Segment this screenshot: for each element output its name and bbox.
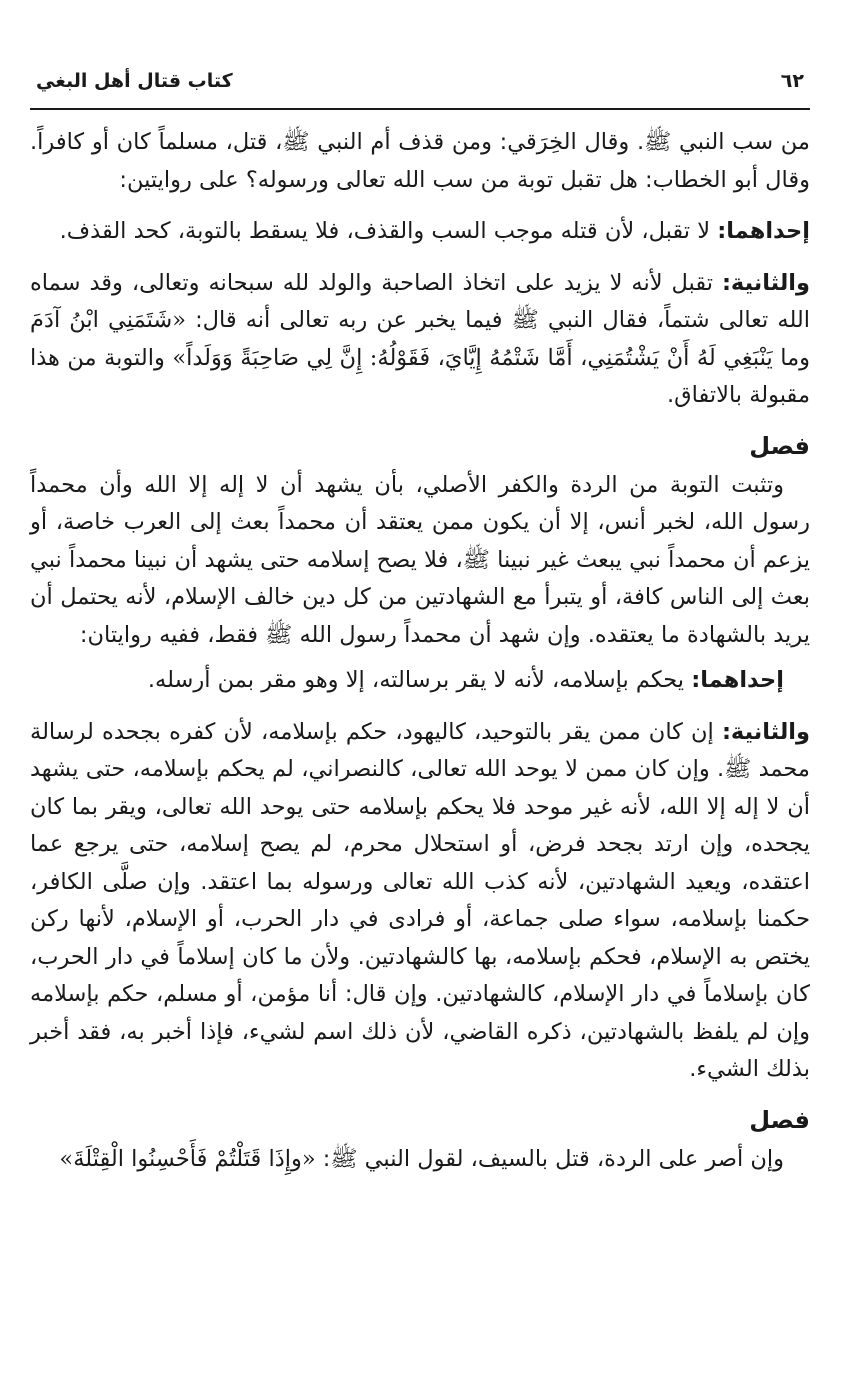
paragraph-2-lead: إحداهما: xyxy=(717,218,810,244)
paragraph-3-text-b: والتوبة من هذا مقبولة بالاتفاق. xyxy=(30,344,810,408)
running-title: كتاب قتال أهل البغي xyxy=(36,70,233,92)
page-number: ٦٢ xyxy=(780,70,804,92)
section-1-text: وتثبت التوبة من الردة والكفر الأصلي، بأن يشهد أن لا إله إلا الله وأن محمداً رسول الله، لخبر أنس، إلا أن يكون ممن يعتقد أن محمداً بعث إلى العرب خاصة، أو يزعم أن محمداً نبي يبعث غير نبينا ﷺ، فلا يصح إسلامه حتى يشهد أن نبينا محمداً نبي بعث إلى الناس كافة، أو يتبرأ مع الشهادتين من كل دين خالف الإسلام، لأنه يحتمل أن يريد بالشهادة ما يعتقده. وإن شهد أن محمداً رسول الله ﷺ فقط، ففيه روايتان: xyxy=(30,471,810,648)
paragraph-1-text: من سب النبي ﷺ. وقال الخِرَقي: ومن قذف أم النبي ﷺ، قتل، مسلماً كان أو كافراً. وقال أبو الخطاب: هل تقبل توبة من سب الله تعالى ورسوله؟ على روايتين: xyxy=(30,129,810,193)
paragraph-6-lead: والثانية: xyxy=(721,718,810,745)
paragraph-3-text-a: تقبل لأنه لا يزيد على اتخاذ الصاحبة والولد لله سبحانه وتعالى، وقد سماه الله تعالى شتماً، فقال النبي ﷺ فيما يخبر عن ربه تعالى أنه قال: xyxy=(30,269,810,333)
paragraph-6 xyxy=(30,714,810,1089)
section-title-1: فصل xyxy=(749,431,810,460)
paragraph-6-text: إن كان ممن يقر بالتوحيد، كاليهود، حكم بإسلامه، لأن كفره بجحده لرسالة محمد ﷺ. وإن كان ممن لا يوحد الله تعالى، كالنصراني، لم يحكم بإسلامه، حتى يشهد أن لا إله إلا الله، لأنه غير موحد فلا يحكم بإسلامه حتى يوحد الله تعالى، ويقر بما كان يجحده، وإن ارتد بجحد فرض، أو استحلال محرم، لم يصح إسلامه، حتى يرجع عما اعتقده، ويعيد الشهادتين، لأنه كذب الله تعالى ورسوله بما اعتقد. وإن صلَّى الكافر، حكمنا بإسلامه، سواء صلى جماعة، أو فرادى في دار الحرب، أو الإسلام، لأنها ركن يختص به الإسلام، فحكم بإسلامه، بها كالشهادتين. ولأن ما كان إسلاماً في دار الحرب، كان بإسلاماً في دار الإسلام، كالشهادتين. وإن قال: أنا مؤمن، أو مسلم، حكم بإسلامه وإن لم يلفظ بالشهادتين، ذكره القاضي، لأن ذلك اسم لشيء، فإذا أخبر به، فقد أخبر بذلك الشيء. xyxy=(30,718,810,1082)
paragraph-3 xyxy=(30,265,810,415)
hadith-quote-2: «وإِذَا قَتَلْتُمْ فَأَحْسِنُوا الْقِتْلَةَ» xyxy=(59,1145,316,1172)
paragraph-2-text: لا تقبل، لأن قتله موجب السب والقذف، فلا يسقط بالتوبة، كحد القذف. xyxy=(59,218,718,244)
page xyxy=(30,48,810,1192)
section-title-2: فصل xyxy=(749,1105,810,1134)
page-header xyxy=(30,48,810,98)
section-1-paragraph xyxy=(30,467,810,655)
paragraph-2 xyxy=(30,213,810,251)
paragraph-5 xyxy=(30,662,810,700)
section-2-paragraph xyxy=(30,1141,810,1179)
paragraph-1 xyxy=(30,124,810,199)
paragraph-3-lead: والثانية: xyxy=(721,269,810,296)
header-rule xyxy=(30,108,810,110)
paragraph-5-lead: إحداهما: xyxy=(691,667,784,693)
section-2-text: وإن أصر على الردة، قتل بالسيف، لقول النبي ﷺ: xyxy=(315,1145,784,1172)
paragraph-5-text: يحكم بإسلامه، لأنه لا يقر برسالته، إلا وهو مقر بمن أرسله. xyxy=(147,667,692,693)
hadith-quote-1: «شَتَمَنِي ابْنُ آدَمَ وما يَنْبَغِي لَهُ أَنْ يَشْتُمَنِي، أَمَّا شَتْمُهُ إِيَّايَ، فَقَوْلُهُ: إِنَّ لِي صَاحِبَةً وَوَلَداً» xyxy=(30,307,810,371)
